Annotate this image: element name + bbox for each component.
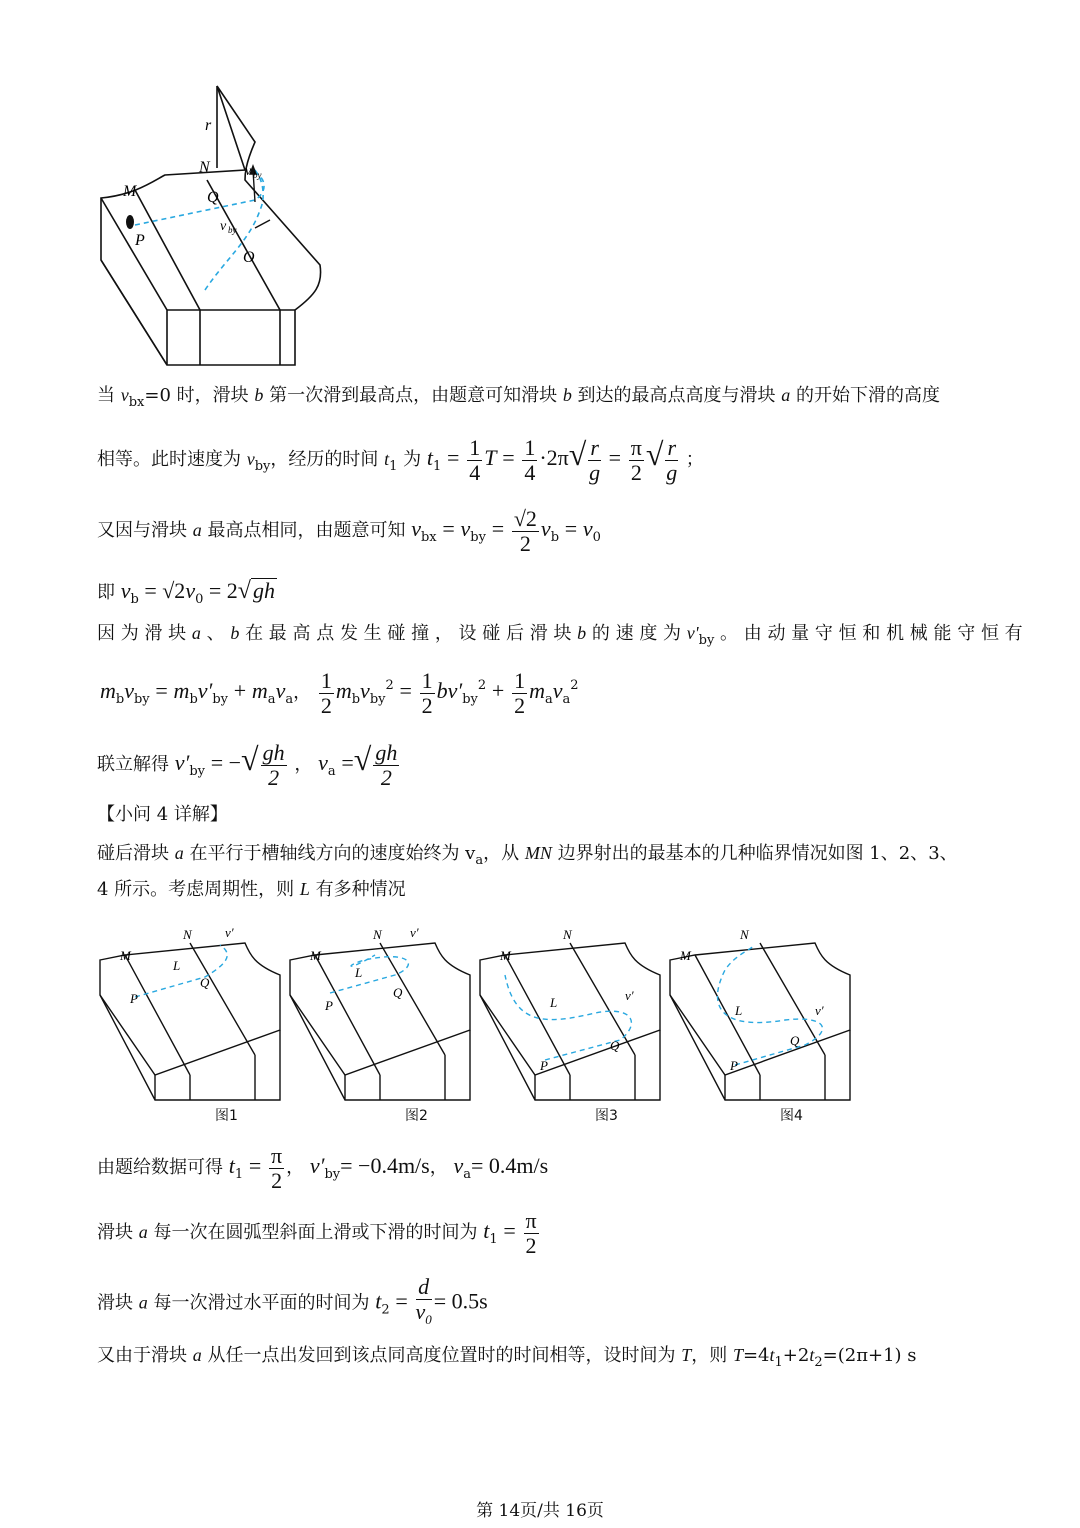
caption-figure-4: 图4 [780,1108,803,1124]
svg-text:P: P [540,1058,548,1073]
paragraph-9: 由题给数据可得 $t_1$ = $\frac{\pi}{2}$ ， $v'_{by}= -0.4m/s$， $v_a= 0.4m/s$ [97,1142,549,1193]
label-vby-lower: v [220,219,227,234]
paragraph-8: 4 所示。考虑周期性，则 L 有多种情况 [97,879,406,900]
svg-text:v′: v′ [625,988,634,1003]
svg-text:M: M [120,948,131,963]
figure-3 [475,915,665,1130]
label-P: P [135,232,145,249]
figure-4 [665,915,855,1130]
caption-figure-2: 图2 [405,1108,428,1124]
svg-text:P: P [130,991,138,1006]
svg-text:P: P [325,998,333,1013]
svg-text:P: P [730,1058,738,1073]
paragraph-1: 当 $v_{bx}=0$ 时，滑块 b 第一次滑到最高点，由题意可知滑块 b 到达的最高点高度与滑块 a 的开始下滑的高度 [97,385,941,410]
paragraph-3: 又因与滑块 a 最高点相同，由题意可知 $v_{bx} = v_{by}$ = $\frac{√2}{2}$ $v_b = v_0$ [97,505,601,556]
page-footer: 第 14页/共 16页 [476,1501,604,1521]
svg-text:L: L [173,958,181,973]
figure-2 [285,915,475,1130]
caption-figure-3: 图3 [595,1108,618,1124]
caption-figure-1: 图1 [215,1108,238,1124]
svg-text:v′: v′ [225,925,234,940]
label-Q: Q [207,189,219,206]
paragraph-5: 因 为 滑 块 a 、 b 在 最 高 点 发 生 碰 撞 ， 设 碰 后 滑 块 b 的 速 度 为 $v'_{by}$ 。 由 动 量 守 恒 和 机 械 能 守 恒 有 [97,623,1023,648]
paragraph-11: 滑块 a 每一次滑过水平面的时间为 $t_2$ = $\frac{d}{v_0}$ = 0.5s [97,1274,488,1327]
section-heading: 【小问 4 详解】 [97,804,228,825]
svg-text:Q: Q [790,1033,800,1048]
label-M: M [123,183,137,200]
label-vby-upper: v [245,164,252,179]
svg-text:Q: Q [393,985,403,1000]
svg-text:L: L [355,965,363,980]
slide-groove-diagram [95,80,335,375]
paragraph-4: 即 $v_b = √2v_0 = 2√gh$ [97,578,275,607]
svg-text:Q: Q [200,975,210,990]
label-N: N [199,159,210,176]
label-vby-upper-sub: by [253,170,262,180]
paragraph-6: 联立解得 $v'_{by}$ = −√ $\frac{gh}{2}$ ， $v_a$ =√ $\frac{gh}{2}$ [97,739,398,790]
paragraph-12: 又由于滑块 a 从任一点出发回到该点同高度位置时的时间相等，设时间为 T，则 $T=4t_1+2t_2=(2\pi+1)$ s [97,1345,917,1370]
svg-text:M: M [310,948,321,963]
label-r: r [205,117,212,134]
figure-row [95,915,855,1130]
svg-text:N: N [183,927,192,942]
svg-text:M: M [500,948,511,963]
svg-text:L: L [550,995,558,1010]
svg-text:N: N [740,927,749,942]
paragraph-7: 碰后滑块 a 在平行于槽轴线方向的速度始终为 $v_a$，从 MN 边界射出的最基本的几种临界情况如图 1、2、3、 [97,843,958,868]
paragraph-2: 相等。此时速度为 $v_{by}$，经历的时间 $t_1$ 为 $t_1$ = $\frac{1}{4}$ T = $\frac{1}{4}$ ·2π√ $\frac{r}{g}$ = $\frac{\pi}{2}$ √ $\frac{r}{g}$ ； [97,434,704,485]
svg-text:v′: v′ [815,1003,824,1018]
equation-momentum-energy: $m_bv_{by} = m_bv'_{by} + m_av_a$， $\frac{1}{2}$ $m_bv_{by}^2$ = $\frac{1}{2}$ $bv'_{by}^2$ + $\frac{1}{2}$ $m_av_a^2$ [100,667,579,718]
svg-text:N: N [373,927,382,942]
equation-t1: $t_1$ = $\frac{1}{4}$ T = $\frac{1}{4}$ ·2π√ $\frac{r}{g}$ = $\frac{\pi}{2}$ √ $\frac{r}{g}$ [426,434,678,485]
svg-text:M: M [680,948,691,963]
label-vby-lower-sub: by [228,225,237,235]
svg-text:N: N [563,927,572,942]
svg-text:v′: v′ [410,925,419,940]
equation-vbx: $v_{bx} = v_{by}$ = $\frac{√2}{2}$ $v_b = v_0$ [411,505,601,556]
label-O: O [243,249,255,266]
svg-text:Q: Q [610,1038,620,1053]
figure-1 [95,915,285,1130]
paragraph-10: 滑块 a 每一次在圆弧型斜面上滑或下滑的时间为 $t_1$ = $\frac{\pi}{2}$ [97,1207,537,1258]
svg-text:L: L [735,1003,743,1018]
